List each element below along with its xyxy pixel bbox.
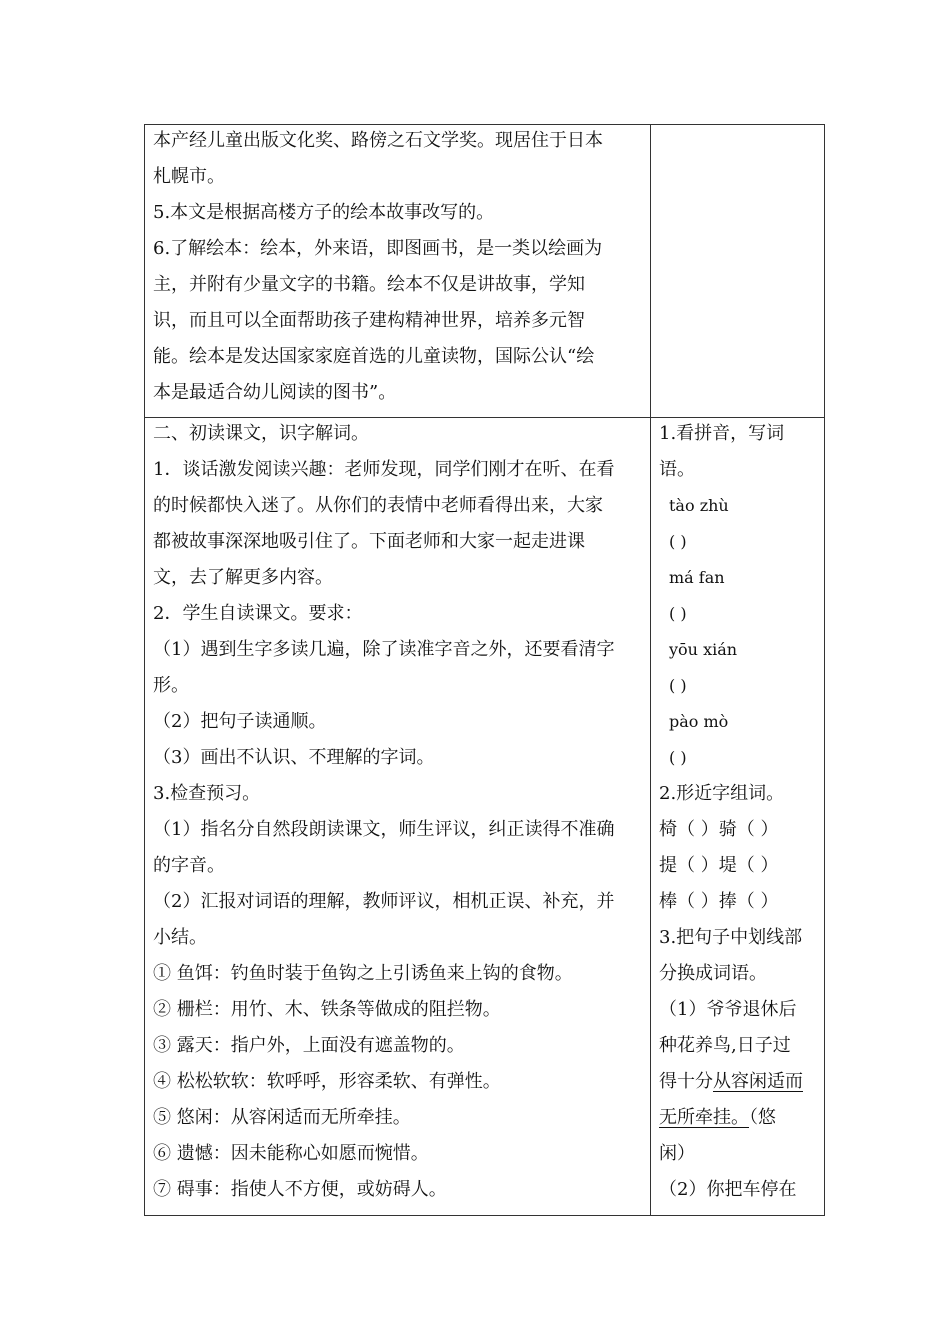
answer-blank[interactable]: ( ) xyxy=(669,532,687,551)
row2-line: 的时候都快入迷了。从你们的表情中老师看得出来，大家 xyxy=(153,495,603,516)
row1-line: 能。绘本是发达国家家庭首选的儿童读物，国际公认“绘 xyxy=(153,346,595,367)
q3-text: 得十分 xyxy=(659,1071,713,1092)
q3-sentence: （1）爷爷退休后 xyxy=(659,999,797,1020)
q3-sentence: （2）你把车停在 xyxy=(659,1179,797,1200)
row2-line: ① 鱼饵：钓鱼时装于鱼钩之上引诱鱼来上钩的食物。 xyxy=(153,963,573,984)
row1-line: 识，而且可以全面帮助孩子建构精神世界，培养多元智 xyxy=(153,310,585,331)
row2-line: ③ 露天：指户外，上面没有遮盖物的。 xyxy=(153,1035,465,1056)
row2-line: （1）遇到生字多读几遍，除了读准字音之外，还要看清字 xyxy=(153,639,615,660)
q2-title: 2.形近字组词。 xyxy=(659,783,785,804)
row1-line: 5.本文是根据高楼方子的绘本故事改写的。 xyxy=(153,202,495,223)
char-pair: 提（ ）堤（ ） xyxy=(659,855,779,876)
row2-line: 3.检查预习。 xyxy=(153,783,261,804)
row2-line: ④ 松松软软：软呼呼，形容柔软、有弹性。 xyxy=(153,1071,501,1092)
row2-line: 二、初读课文，识字解词。 xyxy=(153,423,369,444)
row2-line: 形。 xyxy=(153,675,189,696)
answer-blank[interactable]: ( ) xyxy=(669,676,687,695)
row2-line: （2）把句子读通顺。 xyxy=(153,711,327,732)
pinyin: má fan xyxy=(669,568,725,587)
row2-line: （3）画出不认识、不理解的字词。 xyxy=(153,747,435,768)
pinyin: tào zhù xyxy=(669,496,729,515)
q3-sentence: 闲） xyxy=(659,1143,695,1164)
row2-line: 小结。 xyxy=(153,927,207,948)
row2-line: 的字音。 xyxy=(153,855,225,876)
q3-sentence: 种花养鸟,日子过 xyxy=(659,1035,791,1056)
char-pair: 棒（ ）捧（ ） xyxy=(659,891,779,912)
row2-line: （2）汇报对词语的理解，教师评议，相机正误、补充，并 xyxy=(153,891,615,912)
row2-line: 2．学生自读课文。要求： xyxy=(153,603,363,624)
q3-title: 分换成词语。 xyxy=(659,963,767,984)
row2-line: 文，去了解更多内容。 xyxy=(153,567,333,588)
row2-line: ② 栅栏：用竹、木、铁条等做成的阻拦物。 xyxy=(153,999,501,1020)
answer-blank[interactable]: ( ) xyxy=(669,748,687,767)
q3-underlined-text: 从容闲适而 xyxy=(713,1071,803,1092)
row2-line: 1．谈话激发阅读兴趣：老师发现，同学们刚才在听、在看 xyxy=(153,459,615,480)
pinyin: pào mò xyxy=(669,712,729,731)
row-divider xyxy=(144,417,825,418)
answer-blank[interactable]: ( ) xyxy=(669,604,687,623)
row2-line: ⑥ 遗憾：因未能称心如愿而惋惜。 xyxy=(153,1143,429,1164)
column-divider xyxy=(650,124,651,1216)
q3-sentence xyxy=(659,1071,803,1093)
q3-text: （悠 xyxy=(749,1107,776,1128)
q3-underlined-text: 无所牵挂。 xyxy=(659,1107,749,1128)
row1-line: 6.了解绘本：绘本，外来语，即图画书，是一类以绘画为 xyxy=(153,238,603,259)
row2-line: （1）指名分自然段朗读课文，师生评议，纠正读得不准确 xyxy=(153,819,615,840)
row1-line: 本产经儿童出版文化奖、路傍之石文学奖。现居住于日本 xyxy=(153,130,603,151)
row1-line: 主，并附有少量文字的书籍。绘本不仅是讲故事，学知 xyxy=(153,274,585,295)
pinyin: yōu xián xyxy=(669,640,738,659)
row1-line: 札幌市。 xyxy=(153,166,225,187)
char-pair: 椅（ ）骑（ ） xyxy=(659,819,779,840)
row2-line: ⑤ 悠闲：从容闲适而无所牵挂。 xyxy=(153,1107,411,1128)
row2-line: ⑦ 碍事：指使人不方便，或妨碍人。 xyxy=(153,1179,447,1200)
q3-sentence xyxy=(659,1107,776,1129)
q1-title: 语。 xyxy=(659,459,695,480)
row2-line: 都被故事深深地吸引住了。下面老师和大家一起走进课 xyxy=(153,531,585,552)
q1-title: 1.看拼音，写词 xyxy=(659,423,785,444)
q3-title: 3.把句子中划线部 xyxy=(659,927,803,948)
row1-line: 本是最适合幼儿阅读的图书”。 xyxy=(153,382,397,403)
